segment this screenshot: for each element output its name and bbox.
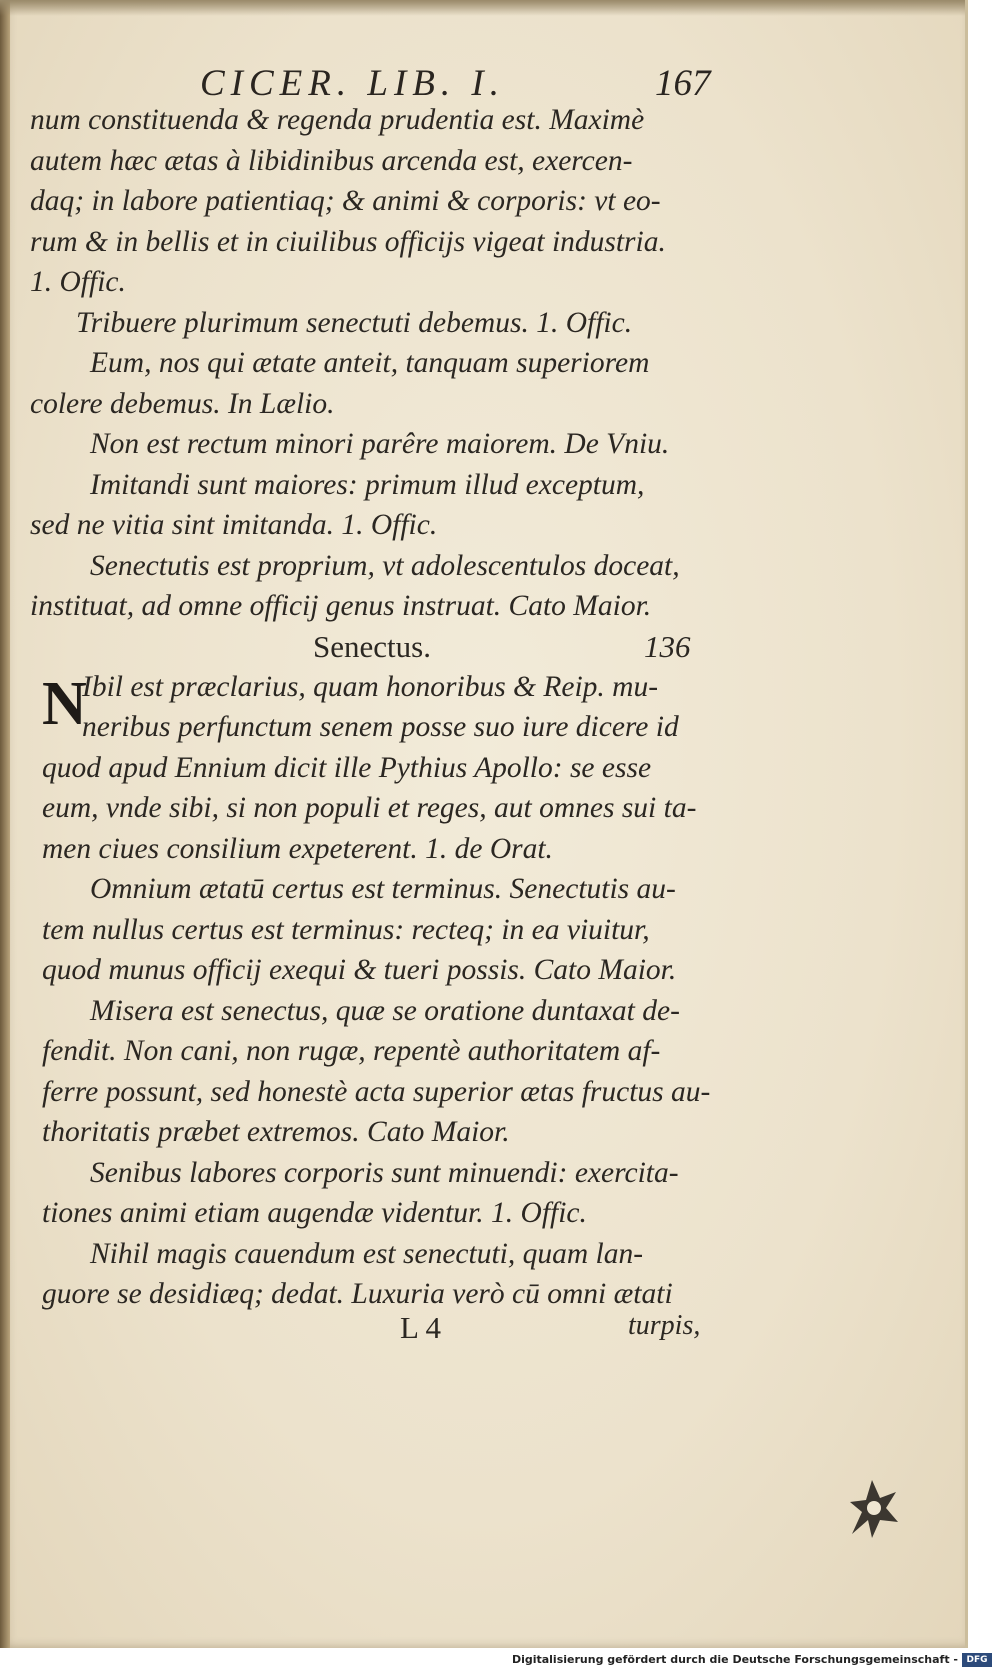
text-line: Imitandi sunt maiores: primum illud exceptum, xyxy=(90,468,645,501)
text-line: guore se desidiæq; dedat. Luxuria verò cū omni ætati xyxy=(42,1278,673,1310)
text-line: Misera est senectus, quæ se oratione duntaxat de- xyxy=(90,994,680,1027)
text-line: sed ne vitia sint imitanda. 1. Offic. xyxy=(30,509,438,541)
text-line: ferre possunt, sed honestè acta superior ætas fructus au- xyxy=(42,1075,711,1108)
text-line: tem nullus certus est terminus: recteq; in ea viuitur, xyxy=(42,913,650,946)
signature-mark: L 4 xyxy=(400,1310,442,1345)
text-line: Eum, nos qui ætate anteit, tanquam superiorem xyxy=(90,347,650,379)
text-line: fendit. Non cani, non rugæ, repentè authoritatem af- xyxy=(42,1035,661,1067)
text-line: eum, vnde sibi, si non populi et reges, aut omnes sui ta- xyxy=(42,792,697,824)
text-line: num constituenda & regenda prudentia est. Maximè xyxy=(30,104,645,136)
text-line: 1. Offic. xyxy=(30,266,126,298)
text-line: quod apud Ennium dicit ille Pythius Apollo: se esse xyxy=(42,751,652,784)
page-gutter-shadow xyxy=(0,0,10,1648)
text-line: Tribuere plurimum senectuti debemus. 1. Offic. xyxy=(76,306,633,339)
main-text xyxy=(30,100,730,1315)
text-line: tiones animi etiam augendæ videntur. 1. Offic. xyxy=(42,1197,587,1229)
text-line: Omnium ætatū certus est terminus. Senectutis au- xyxy=(90,873,676,905)
text-line: neribus perfunctum senem posse suo iure dicere id xyxy=(82,711,679,743)
paragraph xyxy=(30,1153,730,1234)
text-line: Senectutis est proprium, vt adolescentulos doceat, xyxy=(90,549,680,582)
text-line: men ciues consilium expeterent. 1. de Orat. xyxy=(42,832,553,865)
paragraph xyxy=(30,303,730,344)
page-top-shadow xyxy=(0,0,965,16)
paragraph xyxy=(30,546,730,627)
text-line: colere debemus. In Lælio. xyxy=(30,387,335,420)
signature-line xyxy=(0,1310,965,1356)
text-line: autem hæc ætas à libidinibus arcenda est, exercen- xyxy=(30,144,633,177)
paragraph xyxy=(30,667,730,870)
text-line: Nihil magis cauendum est senectuti, quam lan- xyxy=(90,1237,644,1270)
text-line: quod munus officij exequi & tueri possis. Cato Maior. xyxy=(42,954,677,986)
text-line: Ibil est præclarius, quam honoribus & Reip. mu- xyxy=(82,670,659,703)
text-line: daq; in labore patientiaq; & animi & corporis: vt eo- xyxy=(30,185,661,217)
text-line: Senibus labores corporis sunt minuendi: exercita- xyxy=(90,1156,679,1189)
paragraph xyxy=(30,343,730,424)
paragraph xyxy=(30,1234,730,1315)
text-line: thoritatis præbet extremos. Cato Maior. xyxy=(42,1116,510,1148)
paragraph xyxy=(30,869,730,991)
catchword: turpis, xyxy=(628,1310,701,1341)
dfg-logo-badge: DFG xyxy=(962,1653,992,1667)
paragraph xyxy=(30,424,730,465)
paragraph xyxy=(30,991,730,1153)
paragraph xyxy=(30,465,730,546)
page-number: 167 xyxy=(655,63,711,104)
drop-cap-initial: N xyxy=(42,669,87,738)
section-heading xyxy=(30,627,730,667)
text-line: Non est rectum minori parêre maiorem. De Vniu. xyxy=(90,428,670,460)
text-line: rum & in bellis et in ciuilibus officijs vigeat industria. xyxy=(30,225,666,258)
ink-stamp-icon xyxy=(842,1472,902,1542)
section-number: 136 xyxy=(644,628,691,664)
section-title: Senectus. xyxy=(313,628,431,664)
running-head-title: CICER. LIB. I. xyxy=(200,63,505,104)
footer-credit: Digitalisierung gefördert durch die Deutsche Forschungsgemeinschaft - xyxy=(511,1653,958,1666)
text-line: instituat, ad omne officij genus instruat. Cato Maior. xyxy=(30,590,652,622)
paragraph xyxy=(30,100,730,303)
